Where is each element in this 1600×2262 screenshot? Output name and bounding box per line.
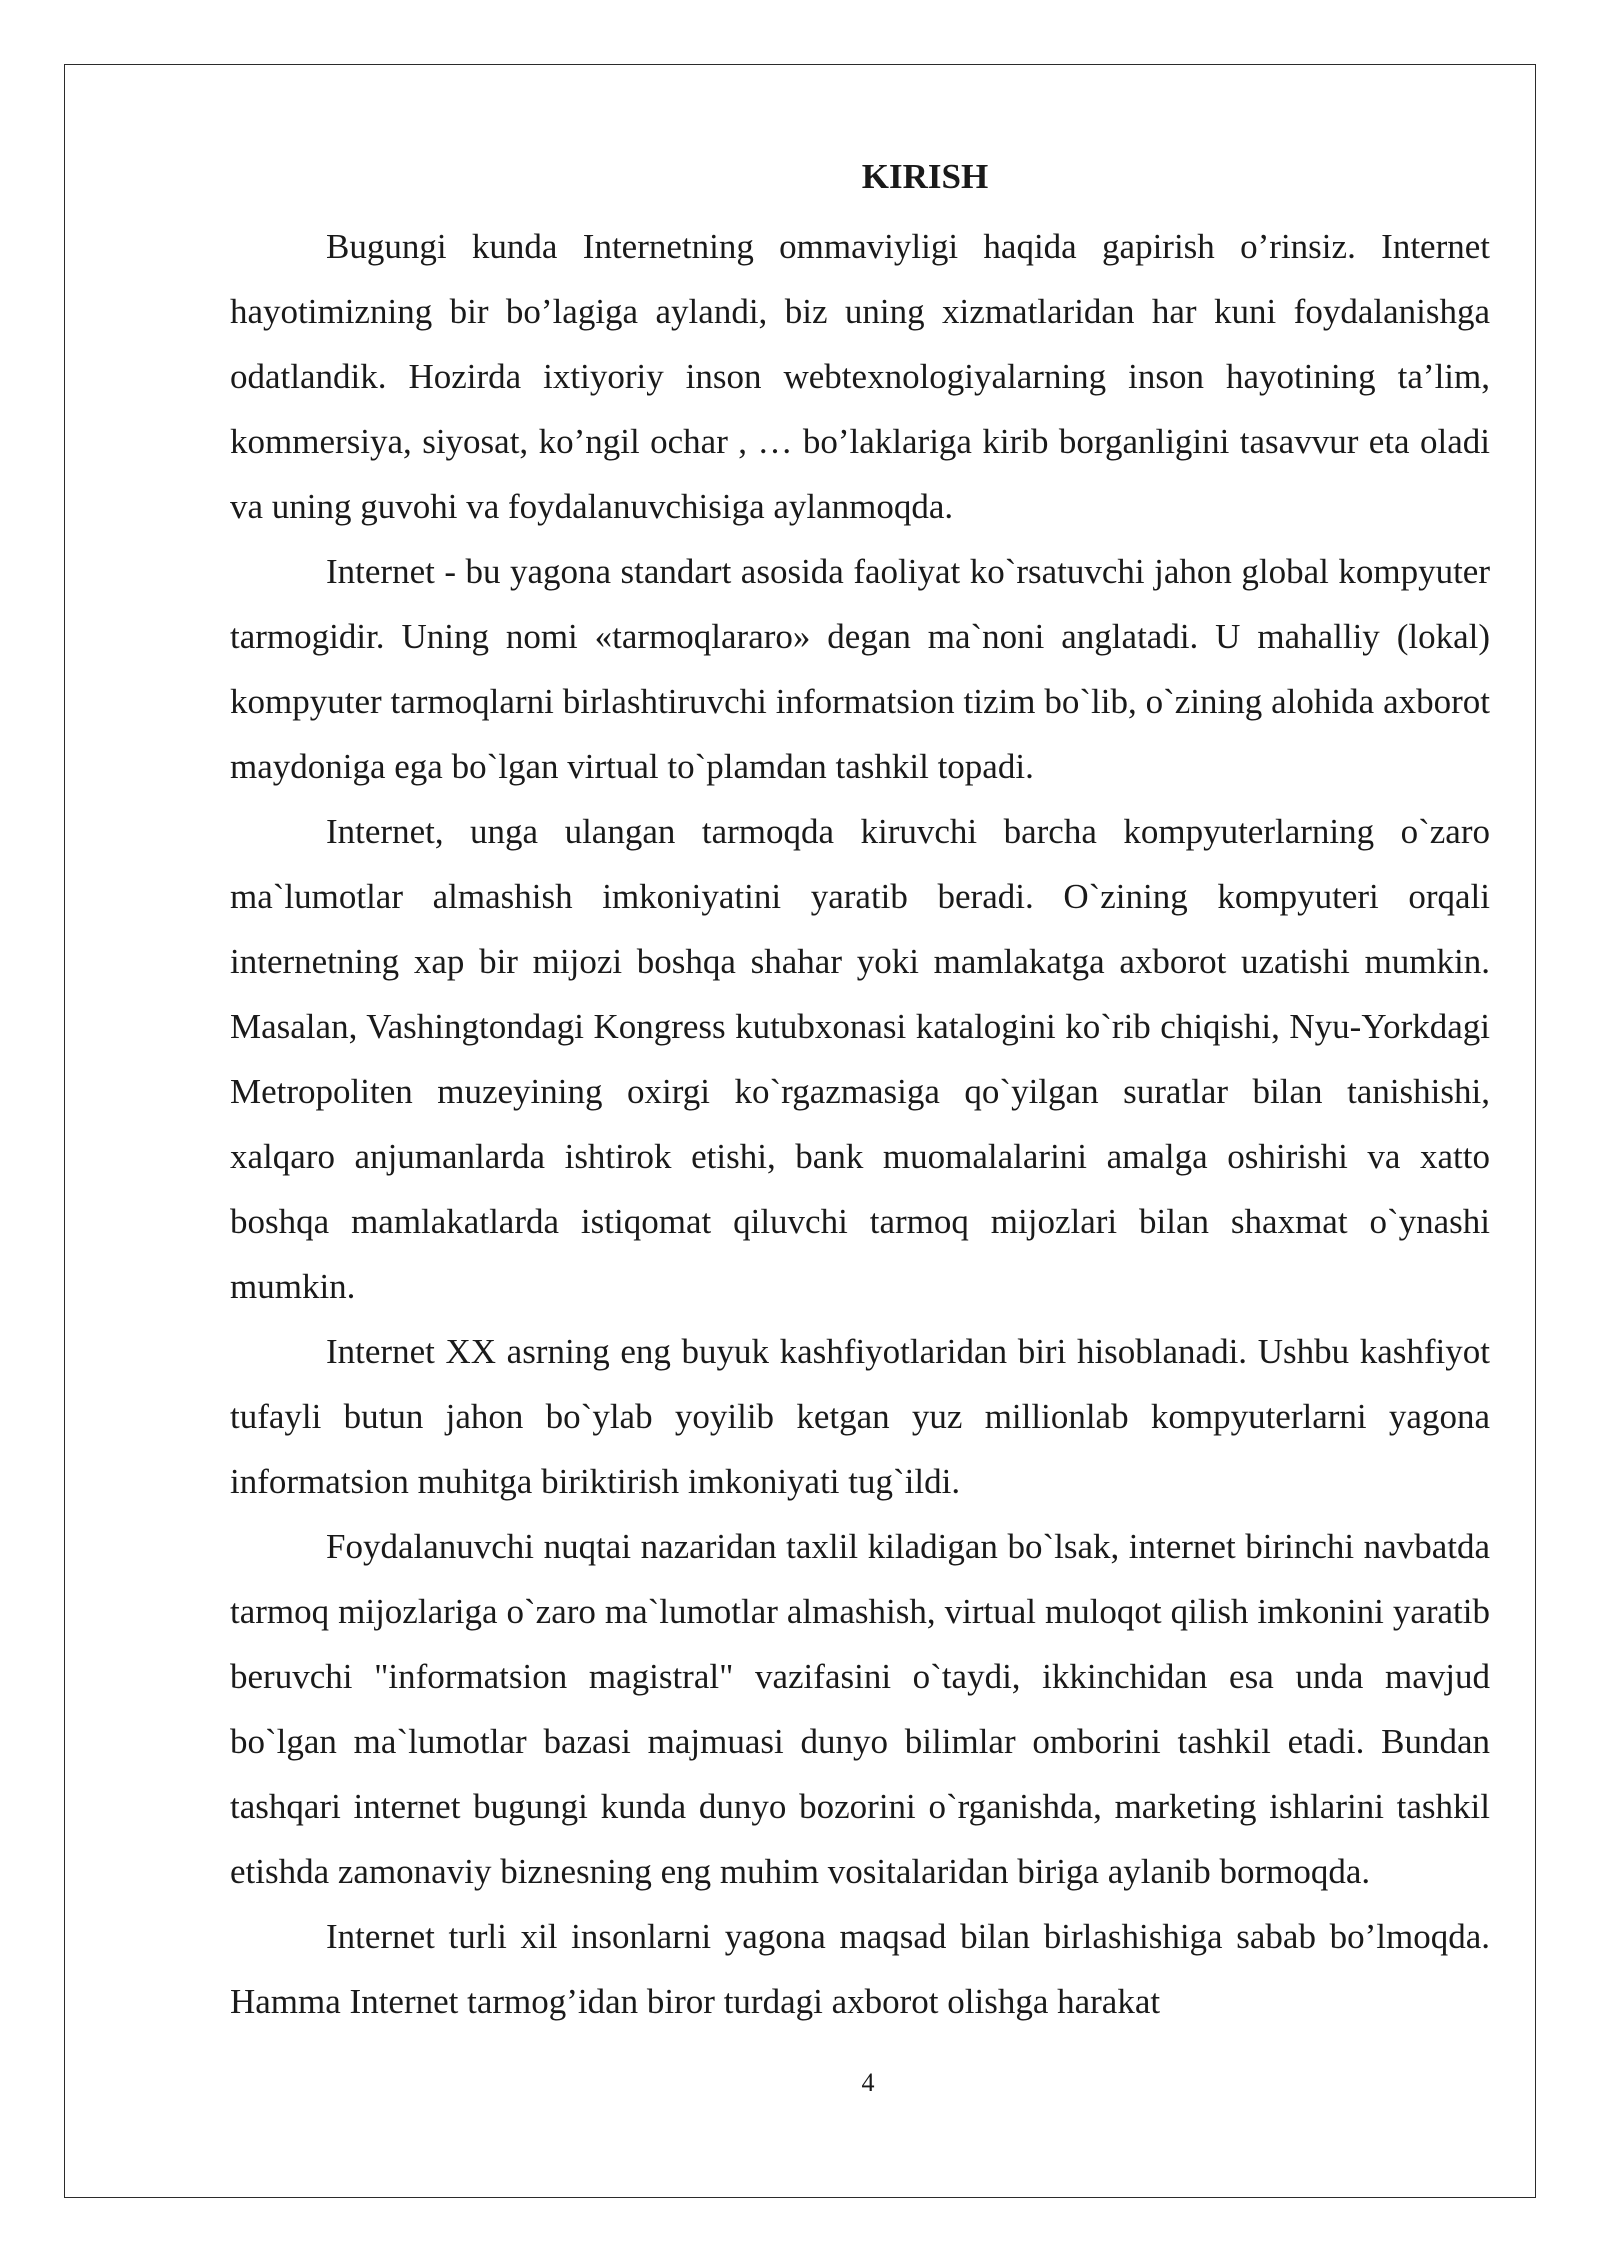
paragraph-1: Bugungi kunda Internetning ommaviyligi haqida gapirish o’rinsiz. Internet hayotimizning bir bo’lagiga aylandi, biz uning xizmatlaridan har kuni foydalanishga odatlandik. Hozirda ixtiyoriy inson webtexnologiyalarning inson hayotining ta’lim, kommersiya, siyosat, ko’ngil ochar , … bo’laklariga kirib borganligini tasavvur eta oladi va uning guvohi va foydalanuvchisiga aylanmoqda. xyxy=(230,227,1490,526)
page-number: 4 xyxy=(861,2068,875,2097)
paragraph-5: Foydalanuvchi nuqtai nazaridan taxlil kiladigan bo`lsak, internet birinchi navbatda tarmoq mijozlariga o`zaro ma`lumotlar almashish, virtual muloqot qilish imkonini yaratib beruvchi "informatsion magistral" vazifasini o`taydi, ikkinchidan esa unda mavjud bo`lgan ma`lumotlar bazasi majmuasi dunyo bilimlar omborini tashkil etadi. Bundan tashqari internet bugungi kunda dunyo bozorini o`rganishda, marketing ishlarini tashkil etishda zamonaviy biznesning eng muhim vositalaridan biriga aylanib bormoqda. xyxy=(230,1527,1490,1891)
paragraph-2: Internet - bu yagona standart asosida faoliyat ko`rsatuvchi jahon global kompyuter tarmogidir. Uning nomi «tarmoqlararo» degan ma`noni anglatadi. U mahalliy (lokal) kompyuter tarmoqlarni birlashtiruvchi informatsion tizim bo`lib, o`zining alohida axborot maydoniga ega bo`lgan virtual to`plamdan tashkil topadi. xyxy=(230,552,1490,786)
document-body xyxy=(230,150,1490,2034)
document-title: KIRISH xyxy=(861,157,989,196)
paragraph-4: Internet XX asrning eng buyuk kashfiyotlaridan biri hisoblanadi. Ushbu kashfiyot tufayli butun jahon bo`ylab yoyilib ketgan yuz millionlab kompyuterlarni yagona informatsion muhitga biriktirish imkoniyati tug`ildi. xyxy=(230,1332,1490,1501)
paragraph-6: Internet turli xil insonlarni yagona maqsad bilan birlashishiga sabab bo’lmoqda. Hamma Internet tarmog’idan biror turdagi axborot olishga harakat xyxy=(230,1917,1490,2021)
paragraph-3: Internet, unga ulangan tarmoqda kiruvchi barcha kompyuterlarning o`zaro ma`lumotlar almashish imkoniyatini yaratib beradi. O`zining kompyuteri orqali internetning xap bir mijozi boshqa shahar yoki mamlakatga axborot uzatishi mumkin. Masalan, Vashingtondagi Kongress kutubxonasi katalogini ko`rib chiqishi, Nyu-Yorkdagi Metropoliten muzeyining oxirgi ko`rgazmasiga qo`yilgan suratlar bilan tanishishi, xalqaro anjumanlarda ishtirok etishi, bank muomalalarini amalga oshirishi va xatto boshqa mamlakatlarda istiqomat qiluvchi tarmoq mijozlari bilan shaxmat o`ynashi mumkin. xyxy=(230,812,1490,1306)
